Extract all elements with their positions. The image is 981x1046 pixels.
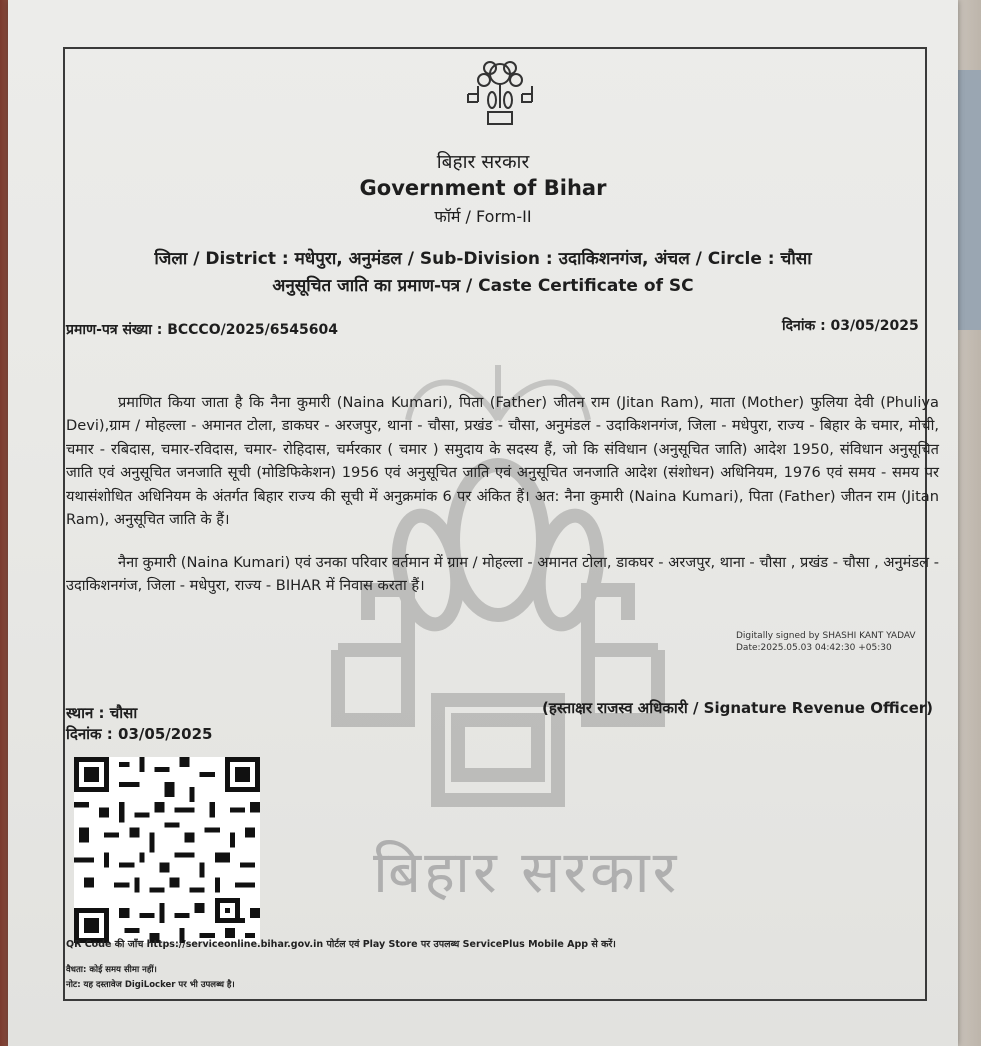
certificate-title: अनुसूचित जाति का प्रमाण-पत्र / Caste Certificate of SC [272,276,694,296]
background-strip [957,70,981,330]
qr-verification-note: QR Code की जाँच https://serviceonline.bihar.gov.in पोर्टल एवं Play Store पर उपलब्ध ServicePlus Mobile App से करें। [66,939,616,950]
digital-signature [736,630,916,654]
certificate-date: दिनांक : 03/05/2025 [782,318,919,334]
qr-code-icon [74,757,260,943]
govt-hindi-title: बिहार सरकार [436,151,530,173]
digital-signature-name: Digitally signed by SHASHI KANT YADAV [736,631,916,641]
bihar-emblem-icon [462,56,538,128]
place-label: स्थान : चौसा [66,704,138,722]
form-label: फॉर्म / Form-II [434,207,532,226]
watermark-text: बिहार सरकार [373,838,680,906]
certificate-number: प्रमाण-पत्र संख्या : BCCCO/2025/6545604 [66,322,338,338]
govt-english-title: Government of Bihar [359,176,607,200]
certificate-paragraph-1: प्रमाणित किया जाता है कि नैना कुमारी (Naina Kumari), पिता (Father) जीतन राम (Jitan Ram), माता (Mother) फुलिया देवी (Phuliya Devi),ग्राम / मोहल्ला - अमानत टोला, डाकघर - अरजपुर, थाना - चौसा, प्रखंड - चौसा, अनुमंडल - उदाकिशनगंज, जिला - मधेपुरा, राज्य - बिहार के चमार, मोची, चमार - रबिदास, चमार-रविदास, चमार- रोहिदास, चर्मरकार ( चमार ) समुदाय के सदस्य हैं, जो कि संविधान (अनुसूचित जाति) आदेश 1950, संविधान अनुसूचित जाति एवं अनुसूचित जनजाति सूची (मोडिफिकेशन) 1956 एवं अनुसूचित जाति एवं अनुसूचित जनजाति आदेश (संशोधन) अधिनियम, 1976 एवं समय - समय पर यथासंशोधित अधिनियम के अंतर्गत बिहार राज्य की सूची में अनुक्रमांक 6 पर अंकित हैं। अत: नैना कुमारी (Naina Kumari), पिता (Father) जीतन राम (Jitan Ram), अनुसूचित जाति के हैं। [66,394,939,529]
digilocker-note: नोट: यह दस्तावेज DigiLocker पर भी उपलब्ध है। [66,980,235,990]
certificate-paragraph-2: नैना कुमारी (Naina Kumari) एवं उनका परिवार वर्तमान में ग्राम / मोहल्ला - अमानत टोला, डाकघर - अरजपुर, थाना - चौसा , प्रखंड - चौसा , अनुमंडल - उदाकिशनगंज, जिला - मधेपुरा, राज्य - BIHAR में निवास करता हैं। [66,554,939,595]
digital-signature-date: Date:2025.05.03 04:42:30 +05:30 [736,643,892,653]
certificate-paper [8,0,958,1046]
issue-date-label: दिनांक : 03/05/2025 [66,725,213,743]
district-line: जिला / District : मधेपुरा, अनुमंडल / Sub-Division : उदाकिशनगंज, अंचल / Circle : चौसा [154,249,812,269]
validity-note: वैधता: कोई समय सीमा नहीं। [66,965,157,975]
signature-officer-label: (हस्ताक्षर राजस्व अधिकारी / Signature Revenue Officer) [542,699,934,717]
